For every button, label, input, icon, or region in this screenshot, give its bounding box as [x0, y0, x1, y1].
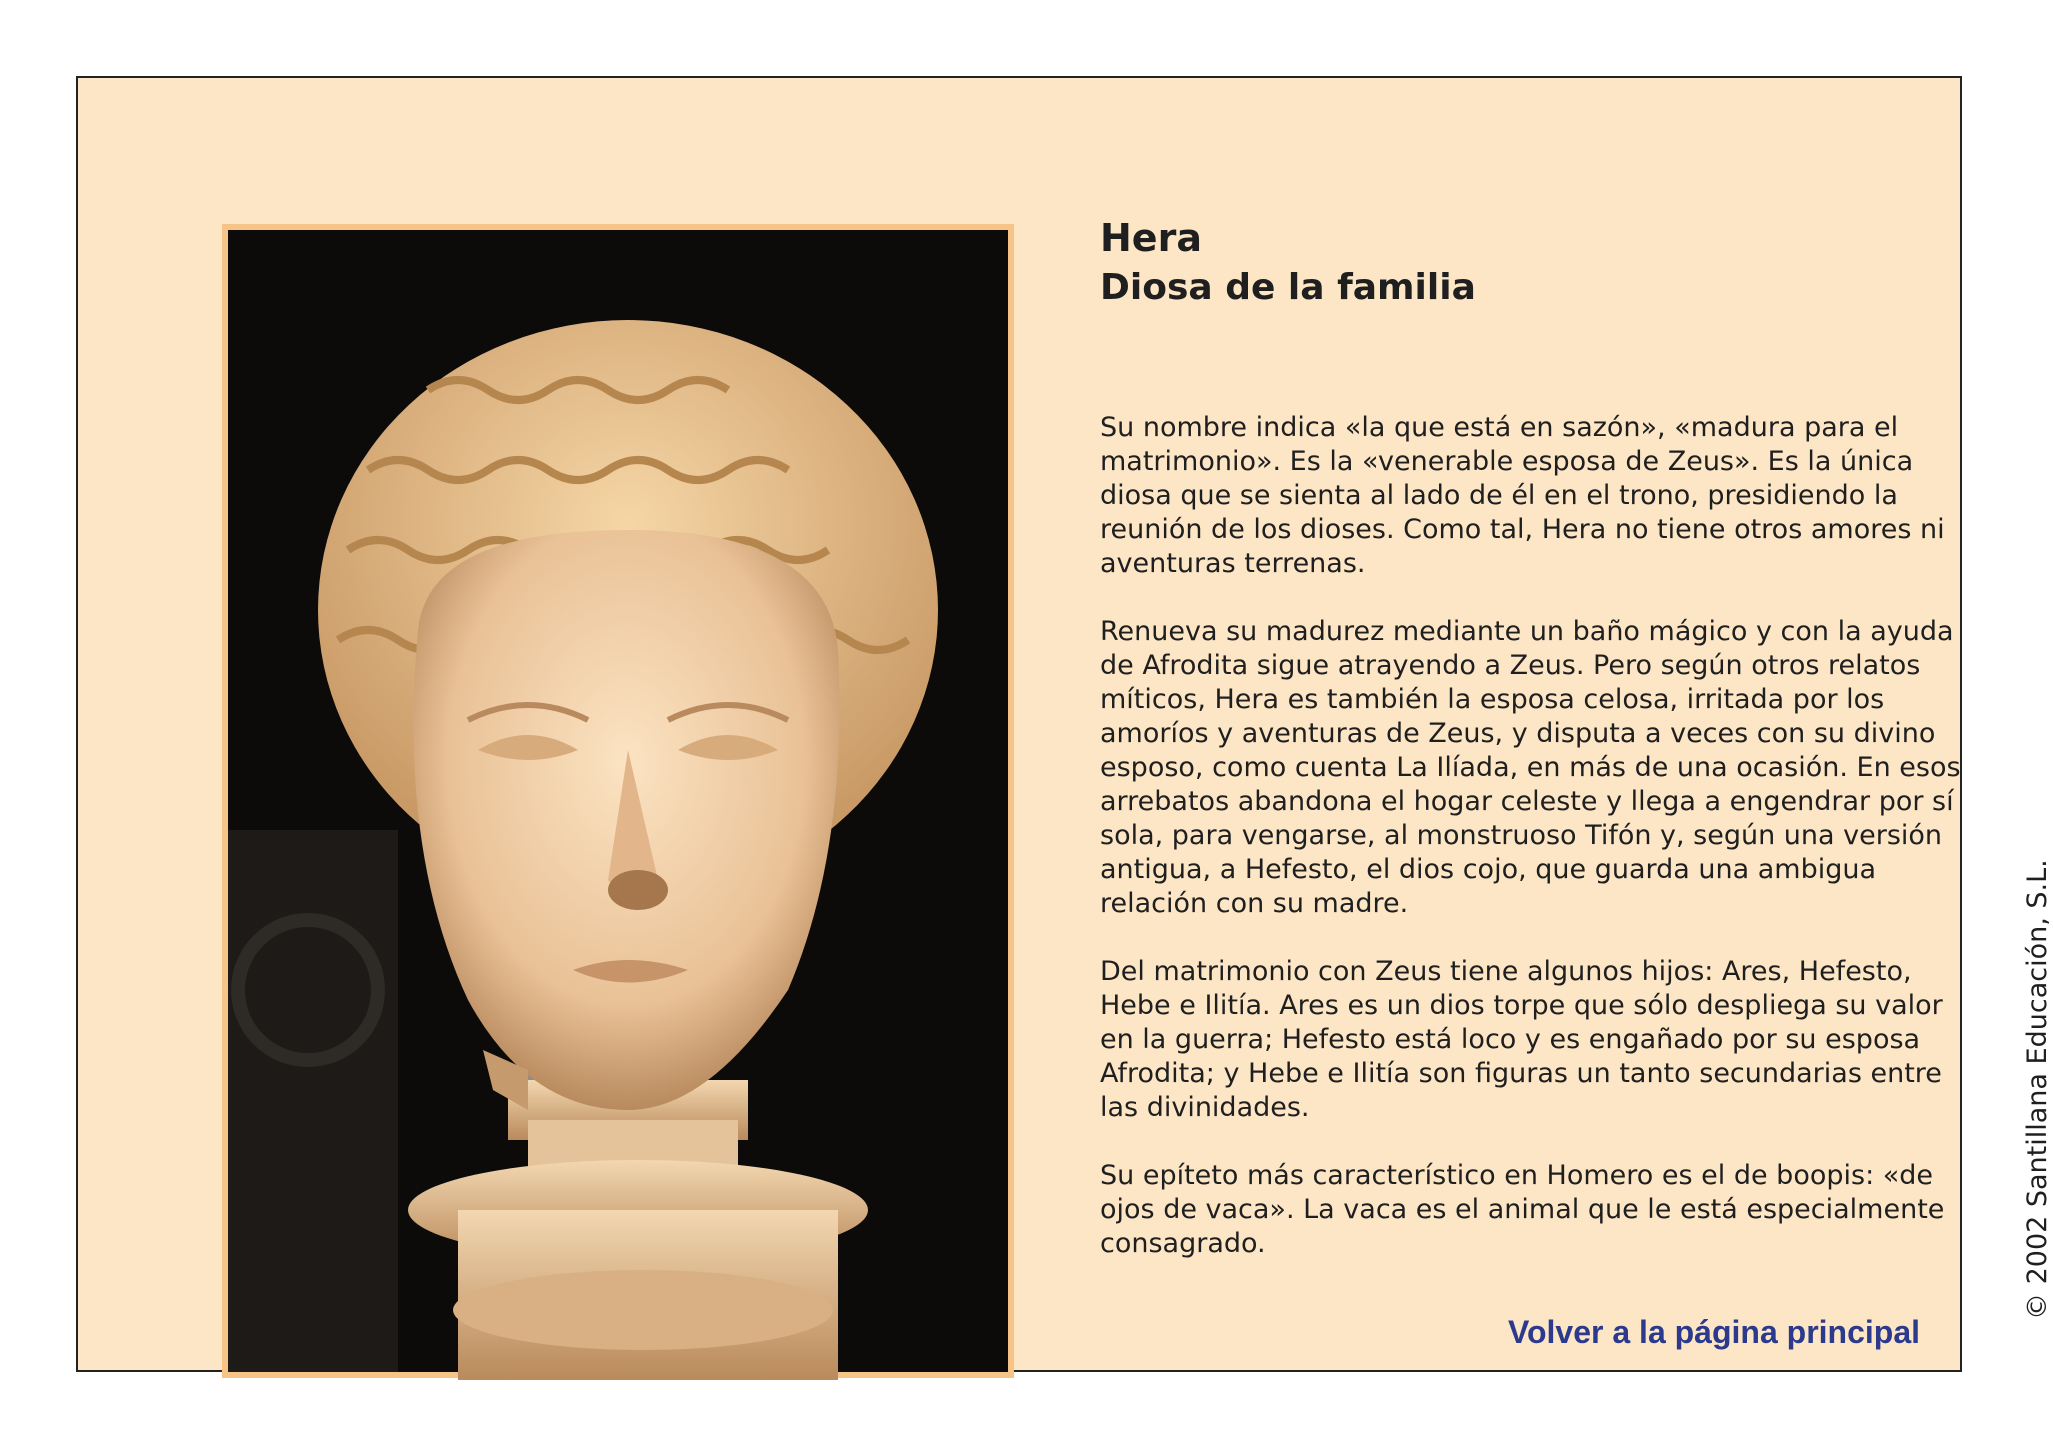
marble-head-illustration: [228, 230, 1008, 1372]
page-subtitle: Diosa de la familia: [1100, 266, 1476, 308]
copyright-notice: © 2002 Santillana Educación, S.L.: [2022, 859, 2053, 1320]
paragraph-epithet: Su epíteto más característico en Homero es el de boopis: «de ojos de vaca». La vaca es el animal que le está especialmente consagrado.: [1100, 1159, 1945, 1259]
content-card: [76, 76, 1962, 1372]
paragraph-children: Del matrimonio con Zeus tiene algunos hijos: Ares, Hefesto, Hebe e Ilitía. Ares es un dios torpe que sólo despliega su valor en la guerra; Hefesto está loco y es engañado por su esposa Afrodita; y Hebe e Ilitía son figuras un tanto secundarias entre las divinidades.: [1100, 955, 1943, 1123]
text-column: [1100, 216, 2000, 1295]
hera-statue-photo: [222, 224, 1014, 1378]
description-body: [1100, 411, 2000, 1261]
back-to-main-page-link[interactable]: Volver a la página principal: [1508, 1314, 1920, 1350]
paragraph-name-meaning: Su nombre indica «la que está en sazón», «madura para el matrimonio». Es la «venerable esposa de Zeus». Es la única diosa que se sienta al lado de él en el trono, presidiendo la reunión de los dioses. Como tal, Hera no tiene otros amores ni aventuras terrenas.: [1100, 411, 1945, 579]
page-title: Hera: [1100, 216, 1202, 260]
paragraph-myths: Renueva su madurez mediante un baño mágico y con la ayuda de Afrodita sigue atrayendo a Zeus. Pero según otros relatos míticos, Hera es también la esposa celosa, irritada por los amoríos y aventuras de Zeus, y disputa a veces con su divino esposo, como cuenta La Ilíada, en más de una ocasión. En esos arrebatos abandona el hogar celeste y llega a engendrar por sí sola, para vengarse, al monstruoso Tifón y, según una versión antigua, a Hefesto, el dios cojo, que guarda una ambigua relación con su madre.: [1100, 615, 1961, 919]
